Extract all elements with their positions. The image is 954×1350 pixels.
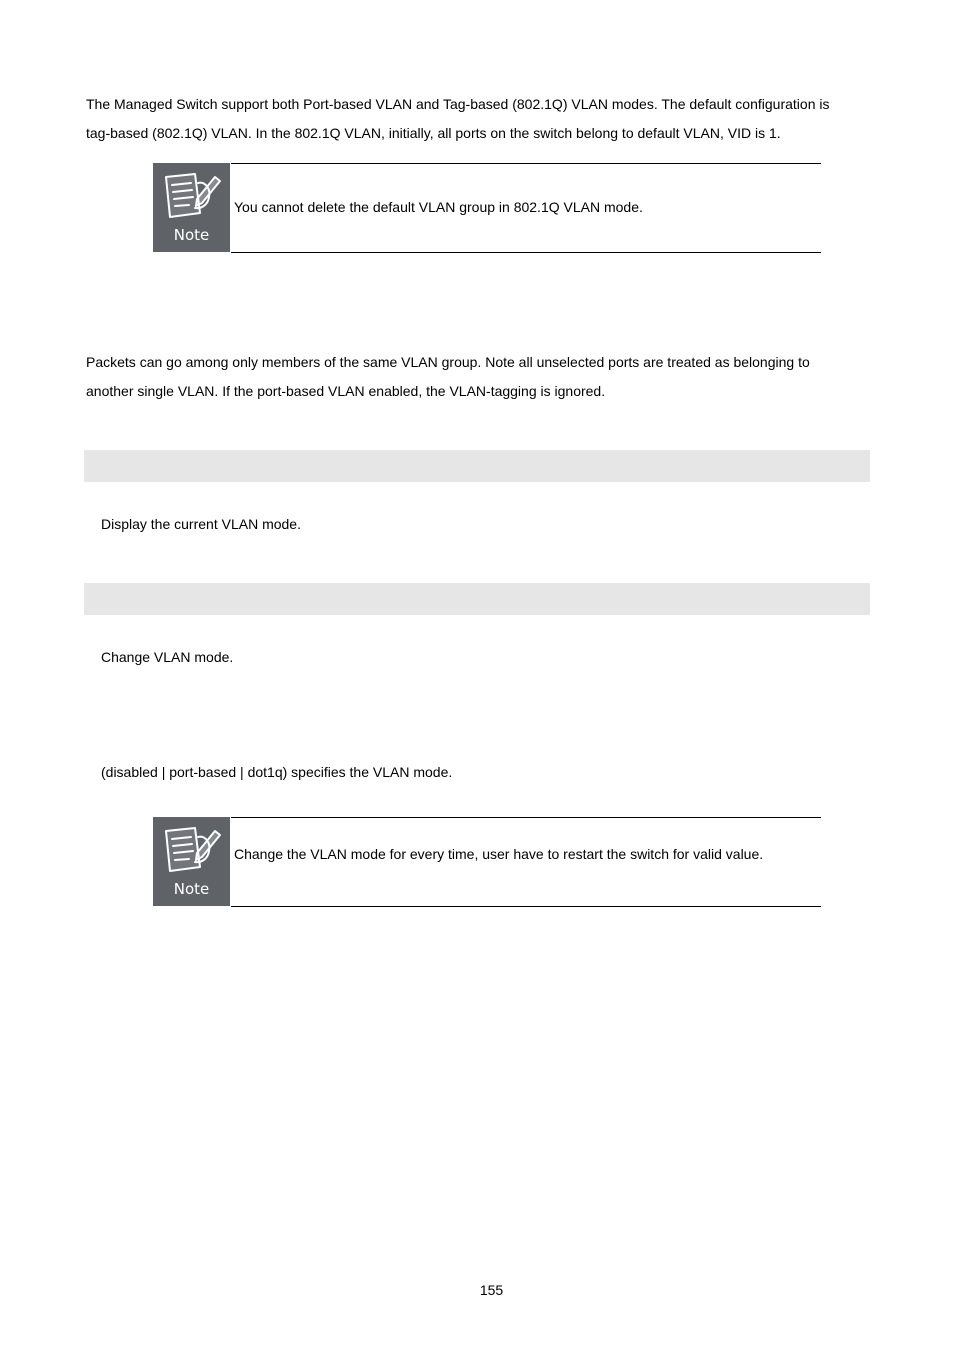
port-based-paragraph: [86, 348, 876, 406]
port-based-line-1: Packets can go among only members of the same VLAN group. Note all unselected ports are treated as belonging to: [86, 354, 810, 370]
note-label: Note: [173, 226, 210, 244]
note-rule-top: [231, 163, 821, 164]
note-rule-bottom: [231, 252, 821, 253]
intro-line-2: tag-based (802.1Q) VLAN. In the 802.1Q VLAN, initially, all ports on the switch belong to default VLAN, VID is 1.: [86, 125, 781, 141]
set-mode-description: Change VLAN mode.: [101, 649, 234, 665]
note-pencil-icon: [153, 817, 230, 906]
note-text: You cannot delete the default VLAN group in 802.1Q VLAN mode.: [234, 199, 643, 215]
show-mode-description: Display the current VLAN mode.: [101, 516, 301, 532]
note-text: Change the VLAN mode for every time, user have to restart the switch for valid value.: [234, 846, 764, 862]
page-number: 155: [479, 1282, 504, 1298]
intro-line-1: The Managed Switch support both Port-based VLAN and Tag-based (802.1Q) VLAN modes. The default configuration is: [86, 96, 830, 112]
note-box-default-vlan: [153, 163, 821, 253]
intro-paragraph: [86, 90, 876, 148]
port-based-line-2: another single VLAN. If the port-based VLAN enabled, the VLAN-tagging is ignored.: [86, 383, 606, 399]
note-pencil-icon: [153, 163, 230, 252]
set-mode-parameter: (disabled | port-based | dot1q) specifies the VLAN mode.: [101, 764, 453, 780]
command-syntax-bar: [84, 583, 870, 615]
command-syntax-bar: [84, 450, 870, 482]
note-rule-top: [231, 817, 821, 818]
note-box-restart: [153, 817, 821, 907]
note-label: Note: [173, 880, 210, 898]
note-rule-bottom: [231, 906, 821, 907]
